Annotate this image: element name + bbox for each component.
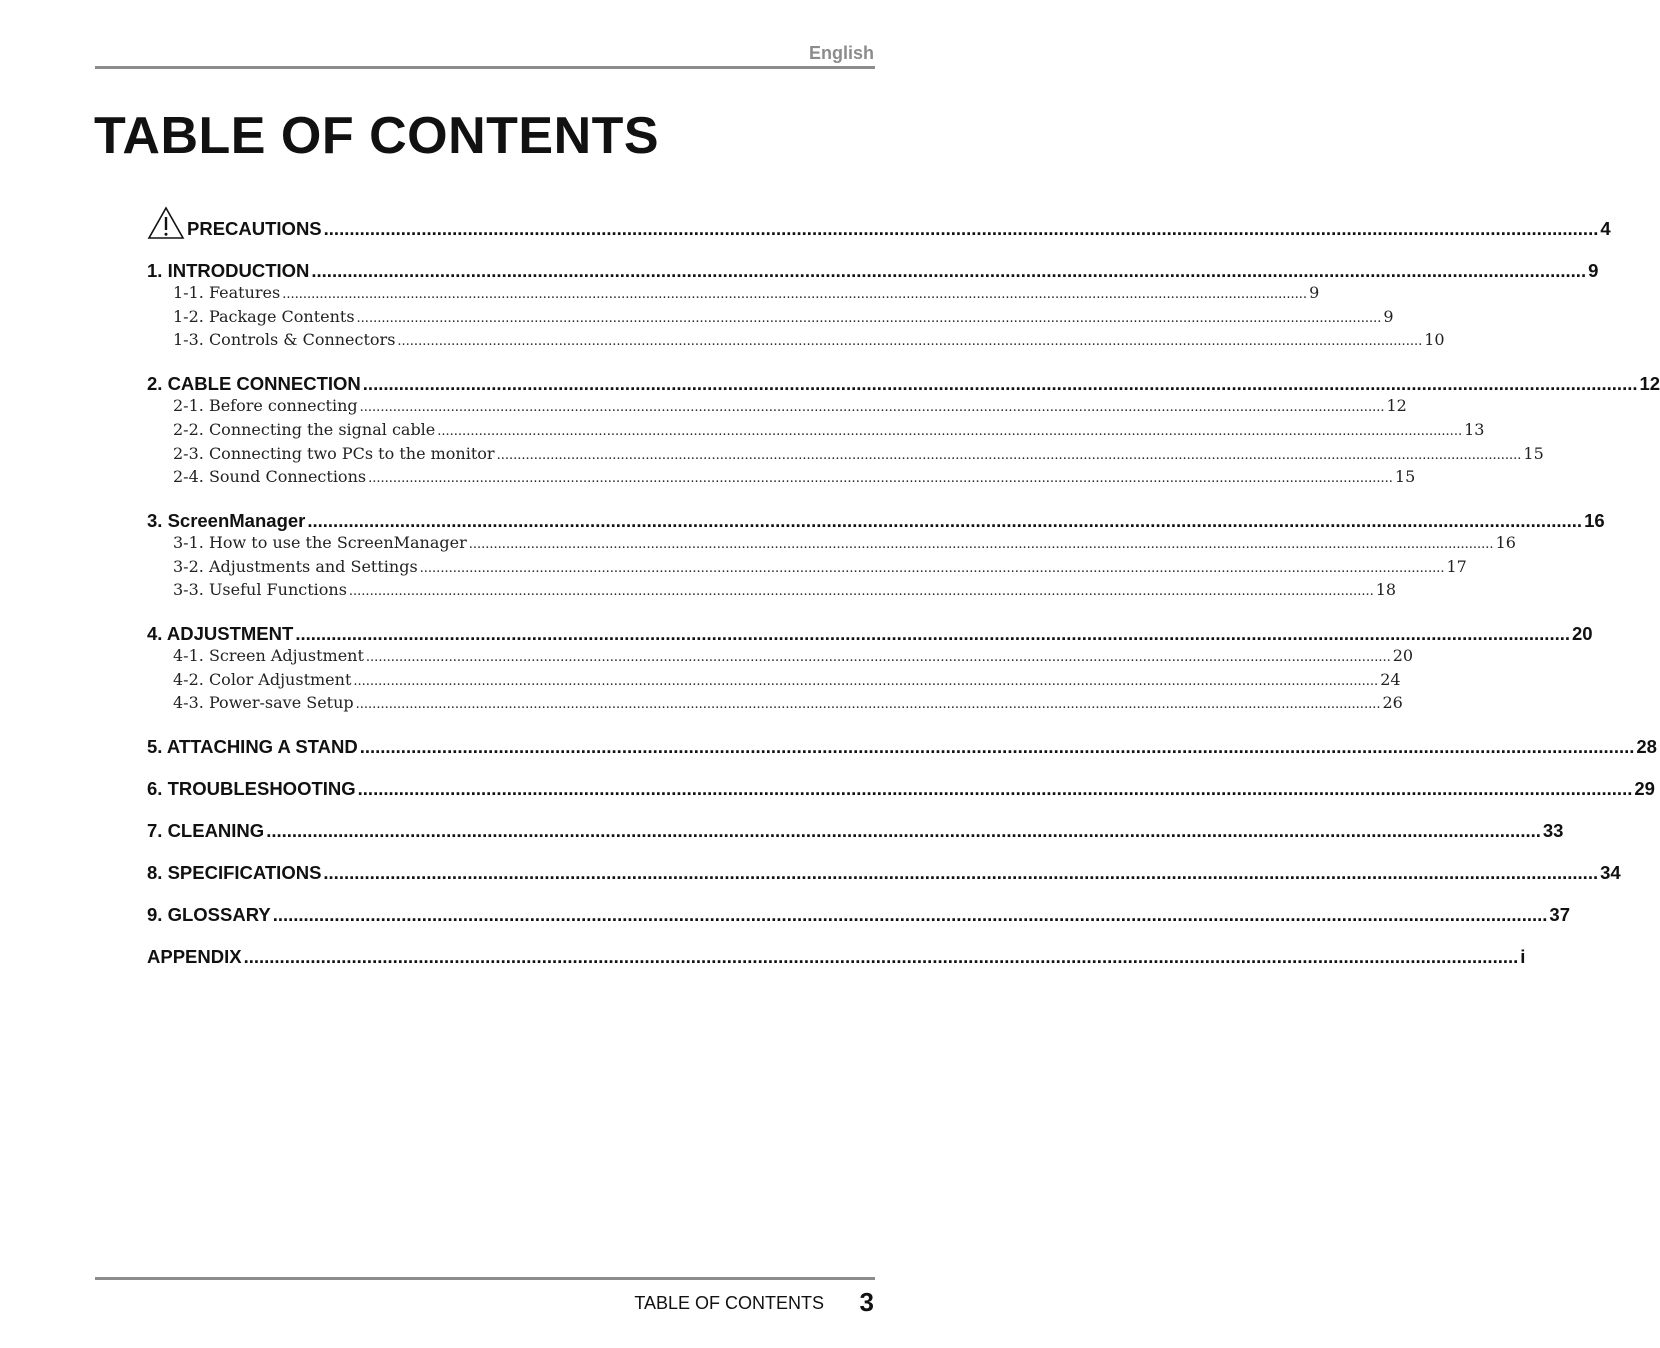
toc-subsection[interactable] (147, 443, 1544, 467)
footer-rule (95, 1277, 875, 1280)
toc-section (147, 904, 1570, 926)
toc-entry-label: 4-3. Power-save Setup (173, 693, 354, 713)
leader-dots (420, 556, 1445, 580)
leader-dots (368, 466, 1393, 490)
language-label: English (808, 43, 874, 63)
toc-section (147, 623, 1593, 716)
toc-section-heading[interactable] (147, 509, 1605, 532)
leader-dots (469, 532, 1494, 556)
toc-entry-page: 10 (1424, 330, 1445, 350)
toc-entry-label: 1-2. Package Contents (173, 306, 355, 326)
toc-entry-page: 9 (1588, 260, 1599, 281)
toc-section-heading[interactable] (147, 862, 1621, 884)
toc-section (147, 820, 1564, 842)
toc-section (147, 778, 1655, 800)
toc-entry-page: 12 (1386, 396, 1407, 416)
toc-entry-label: 1-1. Features (173, 283, 281, 302)
toc-entry-page: 20 (1392, 646, 1414, 666)
toc-entry-page: 17 (1446, 556, 1467, 576)
toc-entry-page: 33 (1542, 820, 1564, 842)
toc-entry-page: 18 (1375, 580, 1397, 600)
toc-subsection[interactable] (147, 532, 1516, 556)
toc-entry-page: 34 (1600, 862, 1621, 884)
page-title: TABLE OF CONTENTS (94, 107, 660, 165)
toc-entry-page: i (1520, 946, 1526, 968)
leader-dots (363, 373, 1638, 395)
leader-dots (273, 904, 1548, 926)
toc-subsection[interactable] (147, 579, 1397, 603)
toc-subsection[interactable] (147, 645, 1414, 669)
leader-dots (360, 736, 1635, 758)
toc-entry-label: 8. SPECIFICATIONS (147, 862, 322, 884)
leader-dots (358, 778, 1633, 800)
toc-section (147, 946, 1526, 968)
table-of-contents (147, 206, 1660, 988)
toc-subsection[interactable] (147, 282, 1320, 306)
toc-subsection[interactable] (147, 329, 1445, 353)
toc-entry-label: 2-1. Before connecting (173, 396, 358, 416)
leader-dots (323, 862, 1598, 884)
leader-dots (295, 623, 1570, 645)
leader-dots (353, 669, 1378, 693)
toc-entry-page: 15 (1523, 443, 1544, 463)
toc-subsection[interactable] (147, 466, 1416, 490)
toc-subsection[interactable] (147, 419, 1485, 443)
toc-entry-label: 1. INTRODUCTION (147, 260, 310, 281)
toc-entry-label: APPENDIX (147, 946, 242, 968)
toc-entry-label: PRECAUTIONS (187, 218, 322, 239)
toc-entry-page: 13 (1464, 419, 1485, 439)
toc-entry-label: 2-2. Connecting the signal cable (173, 419, 436, 439)
leader-dots (349, 579, 1374, 603)
toc-entry-page: 16 (1584, 509, 1605, 531)
leader-dots (244, 946, 1519, 968)
leader-dots (397, 329, 1422, 353)
warning-triangle-icon (147, 206, 185, 240)
toc-entry-page: 24 (1380, 669, 1401, 689)
toc-section-heading[interactable] (147, 260, 1599, 282)
toc-section (147, 736, 1657, 758)
toc-entry-page: 9 (1309, 283, 1320, 302)
toc-entry-label: 6. TROUBLESHOOTING (147, 778, 356, 800)
toc-entry-label: 4-1. Screen Adjustment (173, 646, 364, 666)
toc-entry-page: 37 (1549, 904, 1570, 926)
toc-section (147, 260, 1599, 353)
footer-section-label: TABLE OF CONTENTS (634, 1293, 824, 1313)
toc-section-heading[interactable] (147, 820, 1564, 842)
toc-section-heading[interactable] (147, 904, 1570, 926)
toc-subsection[interactable] (147, 692, 1403, 716)
leader-dots (282, 282, 1307, 306)
toc-entry-label: 9. GLOSSARY (147, 904, 271, 926)
toc-subsection[interactable] (147, 306, 1394, 330)
toc-entry-label: 7. CLEANING (147, 820, 265, 842)
toc-entry-label: 2. CABLE CONNECTION (147, 373, 361, 395)
leader-dots (266, 820, 1541, 842)
toc-section-heading[interactable] (147, 373, 1660, 395)
header-rule (95, 66, 875, 69)
toc-entry-page: 12 (1639, 373, 1660, 395)
leader-dots (497, 443, 1522, 467)
toc-entry-precautions[interactable] (147, 206, 1611, 240)
toc-section (147, 373, 1660, 490)
toc-entry-page: 29 (1634, 778, 1655, 800)
toc-entry-label: 3-2. Adjustments and Settings (173, 556, 418, 576)
toc-section-heading[interactable] (147, 946, 1526, 968)
toc-entry-label: 4. ADJUSTMENT (147, 623, 294, 645)
toc-subsection[interactable] (147, 669, 1401, 693)
toc-entry-label: 4-2. Color Adjustment (173, 669, 352, 689)
toc-entry-label: 3-1. How to use the ScreenManager (173, 532, 467, 552)
toc-entry-page: 28 (1636, 736, 1657, 758)
leader-dots (437, 419, 1462, 443)
leader-dots (311, 260, 1586, 282)
toc-entry-label: 3-3. Useful Functions (173, 580, 347, 600)
leader-dots (307, 510, 1582, 532)
leader-dots (324, 218, 1599, 240)
footer-page-number: 3 (859, 1287, 874, 1317)
toc-entry-page: 9 (1383, 306, 1394, 326)
leader-dots (357, 306, 1382, 330)
toc-section-heading[interactable] (147, 778, 1655, 800)
leader-dots (366, 645, 1391, 669)
leader-dots (356, 692, 1381, 716)
toc-entry-page: 20 (1572, 623, 1593, 645)
toc-section-heading[interactable] (147, 736, 1657, 758)
leader-dots (360, 395, 1385, 419)
toc-entry-page: 16 (1495, 532, 1516, 552)
toc-entry-page: 26 (1382, 693, 1403, 713)
toc-section (147, 509, 1605, 603)
toc-entry-page: 15 (1394, 467, 1416, 487)
toc-section (147, 862, 1621, 884)
toc-subsection[interactable] (147, 395, 1407, 419)
toc-entry-label: 2-4. Sound Connections (173, 467, 367, 487)
toc-subsection[interactable] (147, 556, 1467, 580)
toc-entry-label: 3. ScreenManager (147, 509, 306, 531)
toc-entry-label: 2-3. Connecting two PCs to the monitor (173, 443, 495, 463)
toc-entry-label: 5. ATTACHING A STAND (147, 736, 358, 758)
toc-section-heading[interactable] (147, 623, 1593, 645)
toc-entry-label: 1-3. Controls & Connectors (173, 330, 396, 350)
toc-entry-page: 4 (1600, 218, 1611, 239)
